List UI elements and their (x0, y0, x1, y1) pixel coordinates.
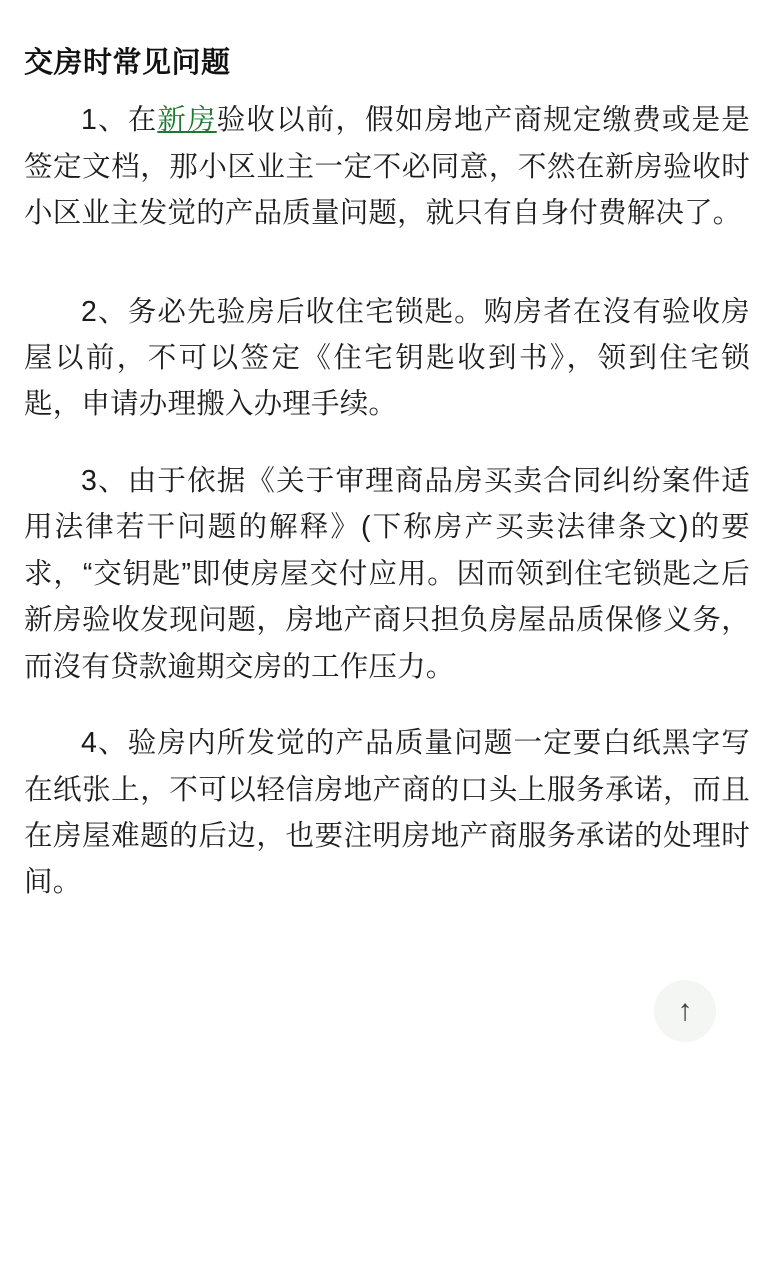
page-title: 交房时常见问题 (24, 47, 231, 79)
keyword-link-new-house[interactable]: 新房 (157, 104, 217, 137)
paragraph-2: 2、务必先验房后收住宅锁匙。购房者在沒有验收房屋以前，不可以签定《住宅钥匙收到书》，领到住宅锁匙，申请办理搬入办理手续。 (24, 295, 750, 421)
paragraph-1-lead: 1、在 (81, 104, 158, 137)
paragraph-1-rest: 验收以前，假如房地产商规定缴费或是是签定文档，那小区业主一定不必同意，不然在新房验收时小区业主发觉的产品质量问题，就只有自身付费解决了。 (24, 104, 750, 230)
scroll-to-top-icon[interactable]: ↑ (654, 980, 716, 1042)
paragraph-1 (24, 97, 750, 236)
paragraph-4: 4、验房内所发觉的产品质量问题一定要白纸黑字写在纸张上，不可以轻信房地产商的口头上服务承诺，而且在房屋难题的后边，也要注明房地产商服务承诺的处理时间。 (24, 727, 750, 899)
paragraph-3: 3、由于依据《关于审理商品房买卖合同纠纷案件适用法律若干问题的解释》(下称房产买卖法律条文)的要求，“交钥匙”即使房屋交付应用。因而领到住宅锁匙之后新房验收发现问题，房地产商只担负房屋品质保修义务，而沒有贷款逾期交房的工作压力。 (24, 464, 750, 683)
